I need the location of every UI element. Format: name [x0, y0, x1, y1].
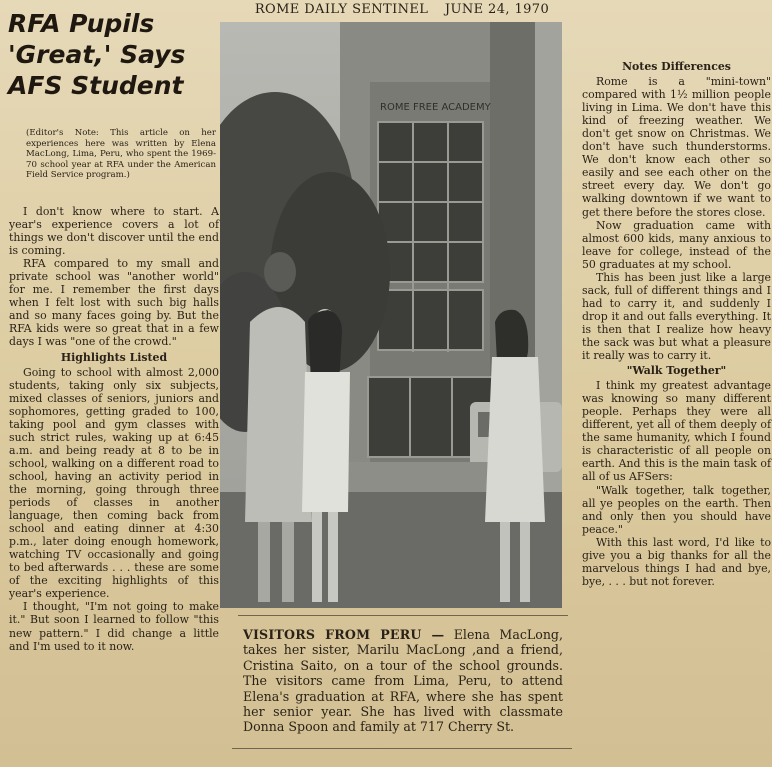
subheading: Notes Differences [622, 60, 731, 73]
caption-text: Elena MacLong, takes her sister, Marilu MacLong ,and a friend, Cristina Saito, on a tour of the school grounds. The visitors came from Lima, Peru, to attend Elena's graduation at RFA, where she has spent her senior year. She has lived with classmate Donna Spoon and family at 717 Cherry St. [243, 627, 564, 735]
issue-date: JUNE 24, 1970 [444, 2, 550, 17]
masthead [232, 2, 572, 17]
paragraph: Now graduation came with almost 600 kids, many anxious to leave for college, instead of the 50 graduates at my school. [582, 218, 771, 271]
paragraph: RFA compared to my small and private school was "another world" for me. I remember the first days when I felt lost with such big halls and so many faces going by. But the RFA kids were so great that in a few days I was "one of the crowd." [9, 257, 219, 349]
photo-caption [243, 627, 563, 735]
headline-line-3: AFS Student [8, 71, 184, 100]
headline-line-1: RFA Pupils [8, 9, 155, 38]
paragraph: Rome is a "mini-town" compared with 1½ million people living in Lima. We don't have this kind of freezing weather. We don't get snow on Christmas. We don't have such thunderstorms. We don't know each other so easily and see each other on the street every day. We don't go walking downtown if we want to get there before the stores close. [582, 75, 771, 219]
paragraph: "Walk together, talk together, all ye peoples on the earth. Then and only then you should have peace." [582, 483, 771, 536]
photo-sign-text: ROME FREE ACADEMY [380, 102, 491, 113]
subheading: "Walk Together" [626, 364, 727, 378]
article-column-right [582, 58, 771, 588]
bottom-rule [232, 748, 572, 749]
article-column-left [9, 205, 219, 653]
paragraph: I think my greatest advantage was knowing so many different people. Perhaps they were all different, yet all of them deeply of the same humanity, which I found is characteristic of all people on earth. And this is the main task of all of us AFSers: [582, 379, 771, 484]
subheading: Highlights Listed [60, 350, 168, 364]
caption-lead: VISITORS FROM PERU — [243, 627, 445, 642]
paragraph: I don't know where to start. A year's experience covers a lot of things we don't discover until the end is coming. [9, 205, 219, 258]
photo [220, 22, 562, 608]
paragraph: Going to school with almost 2,000 students, taking only six subjects, mixed classes of seniors, juniors and sophomores, getting graded to 100, taking pool and gym classes with such strict rules, waking up at 6:45 a.m. and being ready at 8 to be in school, walking on a different road to school, having an activity period in the morning, going through three periods of classes in another language, then coming back from school and eating dinner at 4:30 p.m., later doing enough homework, watching TV occasionally and going to bed afterwards . . . these are some of the exciting highlights of this year's experience. [9, 365, 219, 601]
caption-rule [238, 615, 568, 616]
paragraph: With this last word, I'd like to give you a big thanks for all the marvelous things I had and bye, bye, . . . but not forever. [582, 535, 771, 588]
photo-school-entrance [220, 22, 562, 608]
paper-name: ROME DAILY SENTINEL [254, 2, 429, 17]
editors-note: (Editor's Note: This article on her experiences here was written by Elena MacLong, Lima, Peru, who spent the 1969-70 school year at RFA under the American Field Service program.) [26, 128, 216, 181]
headline-line-2: 'Great,' Says [8, 40, 186, 69]
paragraph: This has been just like a large sack, full of different things and I had to carry it, and suddenly I drop it and out falls everything. It is then that I realize how heavy the sack was but what a pleasure it really was to carry it. [582, 270, 771, 363]
paragraph: I thought, "I'm not going to make it." But soon I learned to follow "this new pattern." I did change a little and I'm used to it now. [9, 600, 219, 653]
headline [8, 8, 218, 101]
